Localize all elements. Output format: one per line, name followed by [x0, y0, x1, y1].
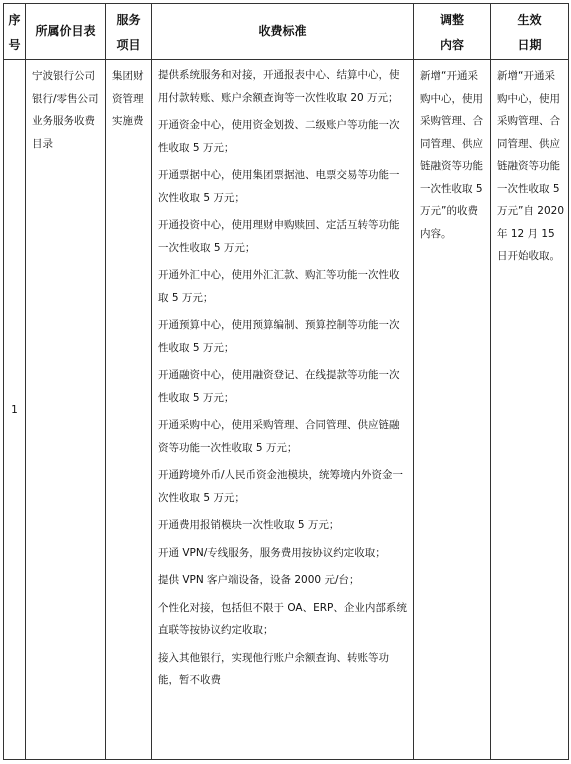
row-catalog: 宁波银行公司银行/零售公司业务服务收费目录	[32, 70, 99, 150]
fee-standard-item: 开通融资中心，使用融资登记、在线提款等功能一次性收取 5 万元；	[158, 369, 400, 404]
row-service: 集团财资管理实施费	[112, 70, 144, 127]
table-row	[4, 60, 569, 760]
fee-standard-item: 提供 VPN 客户端设备，设备 2000 元/台；	[158, 574, 360, 586]
row-effective-date: 新增“开通采购中心，使用采购管理、合同管理、供应链融资等功能一次性收取 5 万元”自 2020 年 12 月 15 日开始收取。	[497, 70, 564, 262]
row-service-cell	[106, 60, 152, 760]
row-adjustment-cell	[414, 60, 491, 760]
row-effective-cell	[491, 60, 569, 760]
header-adjustment	[414, 4, 491, 60]
header-catalog: 所属价目表	[26, 4, 106, 60]
fee-standard-item: 开通费用报销模块一次性收取 5 万元；	[158, 519, 340, 531]
fee-standard-item: 个性化对接，包括但不限于 OA、ERP、企业内部系统直联等按协议约定收取；	[158, 601, 407, 636]
fee-standard-item: 提供系统服务和对接，开通报表中心、结算中心，使用付款转账、账户余额查询等一次性收取 20 万元；	[158, 69, 400, 104]
header-effective	[491, 4, 569, 60]
row-catalog-cell	[26, 60, 106, 760]
fee-standard-item: 开通投资中心，使用理财申购赎回、定活互转等功能一次性收取 5 万元；	[158, 219, 400, 254]
fee-adjustment-table	[3, 3, 569, 760]
header-service-line2: 项目	[116, 37, 141, 52]
header-effective-line1: 生效	[517, 12, 542, 27]
fee-standard-item: 开通预算中心，使用预算编制、预算控制等功能一次性收取 5 万元；	[158, 319, 400, 354]
header-adjustment-line2: 内容	[439, 37, 464, 52]
fee-standard-list	[152, 60, 413, 692]
header-standard: 收费标准	[152, 4, 414, 60]
fee-standard-item: 开通资金中心，使用资金划拨、二级账户等功能一次性收取 5 万元；	[158, 119, 400, 154]
fee-standard-item: 开通跨境外币/人民币资金池模块，统筹境内外资金一次性收取 5 万元；	[158, 469, 404, 504]
row-adjustment: 新增“开通采购中心，使用采购管理、合同管理、供应链融资等功能一次性收取 5 万元”的收费内容。	[420, 70, 483, 240]
fee-standard-item: 接入其他银行，实现他行账户余额查询、转账等功能，暂不收费	[158, 651, 389, 686]
fee-standard-item: 开通外汇中心，使用外汇汇款、购汇等功能一次性收取 5 万元；	[158, 269, 400, 304]
header-effective-line2: 日期	[517, 37, 542, 52]
row-index-cell	[4, 60, 26, 760]
header-index	[4, 4, 26, 60]
header-index-line1: 序	[8, 12, 21, 27]
header-service	[106, 4, 152, 60]
row-index: 1	[11, 403, 18, 416]
fee-standard-item: 开通采购中心，使用采购管理、合同管理、供应链融资等功能一次性收取 5 万元；	[158, 419, 400, 454]
table-header-row	[4, 4, 569, 60]
header-adjustment-line1: 调整	[439, 12, 464, 27]
row-standard-cell	[152, 60, 414, 760]
header-service-line1: 服务	[116, 12, 141, 27]
fee-standard-item: 开通票据中心，使用集团票据池、电票交易等功能一次性收取 5 万元；	[158, 169, 400, 204]
fee-standard-item: 开通 VPN/专线服务，服务费用按协议约定收取；	[158, 546, 386, 559]
header-index-line2: 号	[8, 37, 21, 52]
